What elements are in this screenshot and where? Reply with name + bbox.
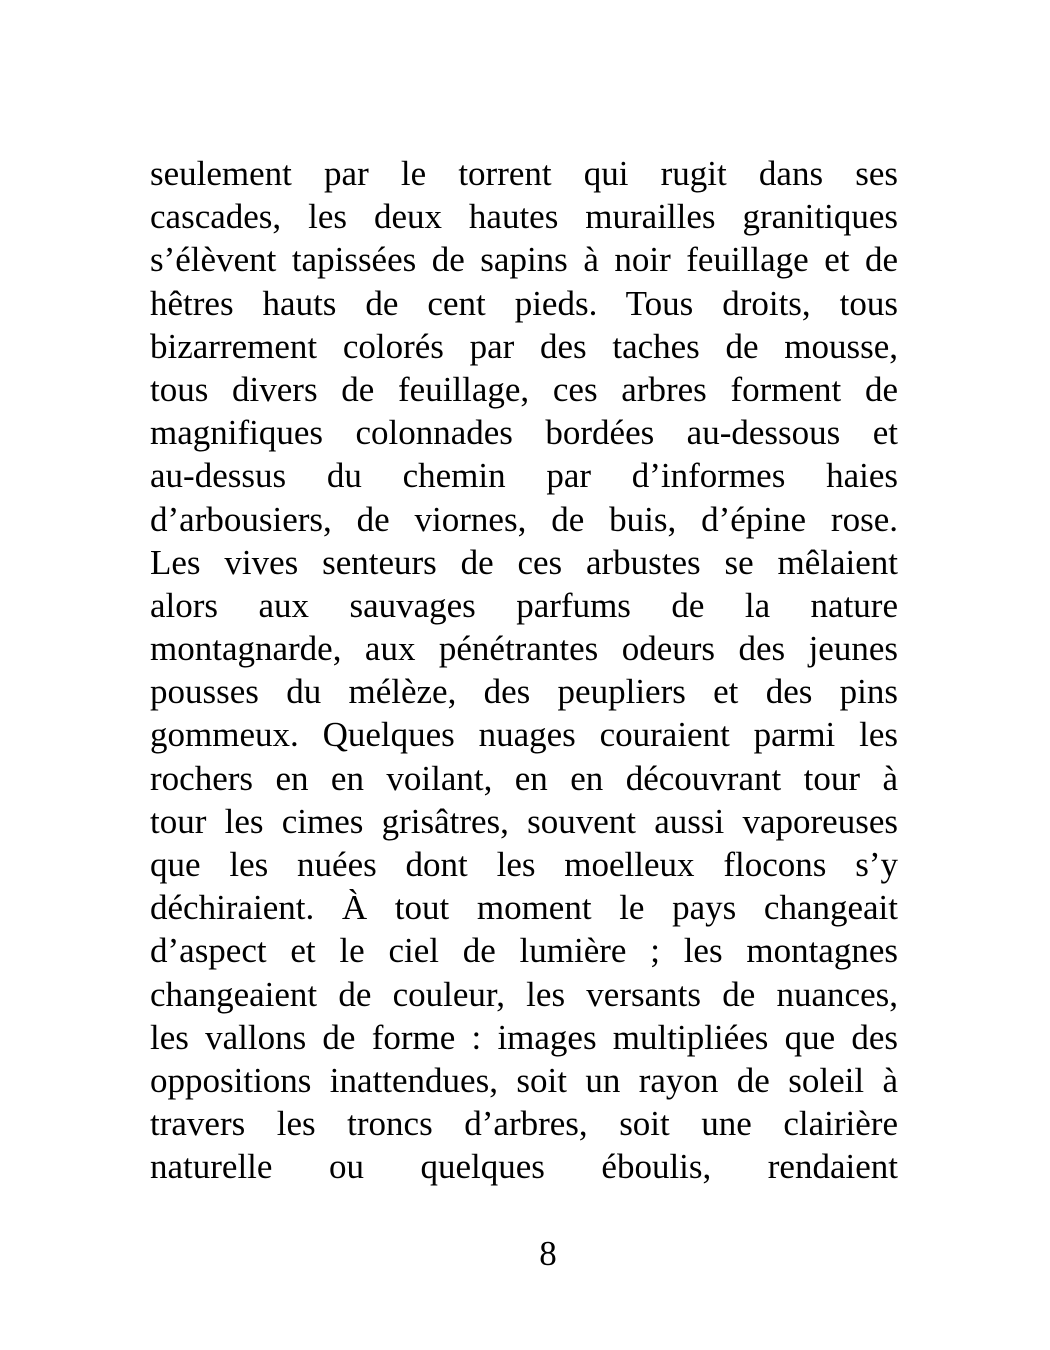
text-line: bizarrement colorés par des taches de mousse,: [150, 326, 898, 366]
text-line: naturelle ou quelques éboulis, rendaient: [150, 1147, 898, 1187]
text-line: d’aspect et le ciel de lumière ; les montagnes: [150, 931, 898, 971]
text-line: au-dessus du chemin par d’informes haies: [150, 456, 898, 496]
text-line: montagnarde, aux pénétrantes odeurs des jeunes: [150, 629, 898, 669]
text-line: tour les cimes grisâtres, souvent aussi vaporeuses: [150, 801, 898, 841]
text-line: seulement par le torrent qui rugit dans ses: [150, 154, 898, 193]
text-line: les vallons de forme : images multipliées que des: [150, 1017, 898, 1057]
page-number: 8: [539, 1234, 557, 1273]
text-line: travers les troncs d’arbres, soit une clairière: [150, 1104, 898, 1144]
text-line: déchiraient. À tout moment le pays changeait: [150, 888, 898, 928]
text-line: Les vives senteurs de ces arbustes se mêlaient: [150, 542, 898, 582]
text-line: magnifiques colonnades bordées au-dessous et: [150, 413, 898, 453]
body-text: [150, 152, 898, 1189]
text-line: que les nuées dont les moelleux flocons s’y: [150, 845, 898, 884]
text-line: oppositions inattendues, soit un rayon de soleil à: [150, 1060, 898, 1100]
text-line: cascades, les deux hautes murailles granitiques: [150, 197, 898, 237]
text-line: alors aux sauvages parfums de la nature: [150, 585, 898, 625]
text-line: gommeux. Quelques nuages couraient parmi les: [150, 715, 898, 755]
text-line: tous divers de feuillage, ces arbres forment de: [150, 369, 898, 409]
text-line: s’élèvent tapissées de sapins à noir feuillage et de: [150, 240, 898, 280]
text-line: rochers en en voilant, en en découvrant tour à: [150, 758, 898, 798]
text-line: hêtres hauts de cent pieds. Tous droits, tous: [150, 283, 898, 323]
text-line: changeaient de couleur, les versants de nuances,: [150, 974, 898, 1014]
text-line: d’arbousiers, de viornes, de buis, d’épine rose.: [150, 499, 898, 539]
text-line: pousses du mélèze, des peupliers et des pins: [150, 672, 898, 712]
